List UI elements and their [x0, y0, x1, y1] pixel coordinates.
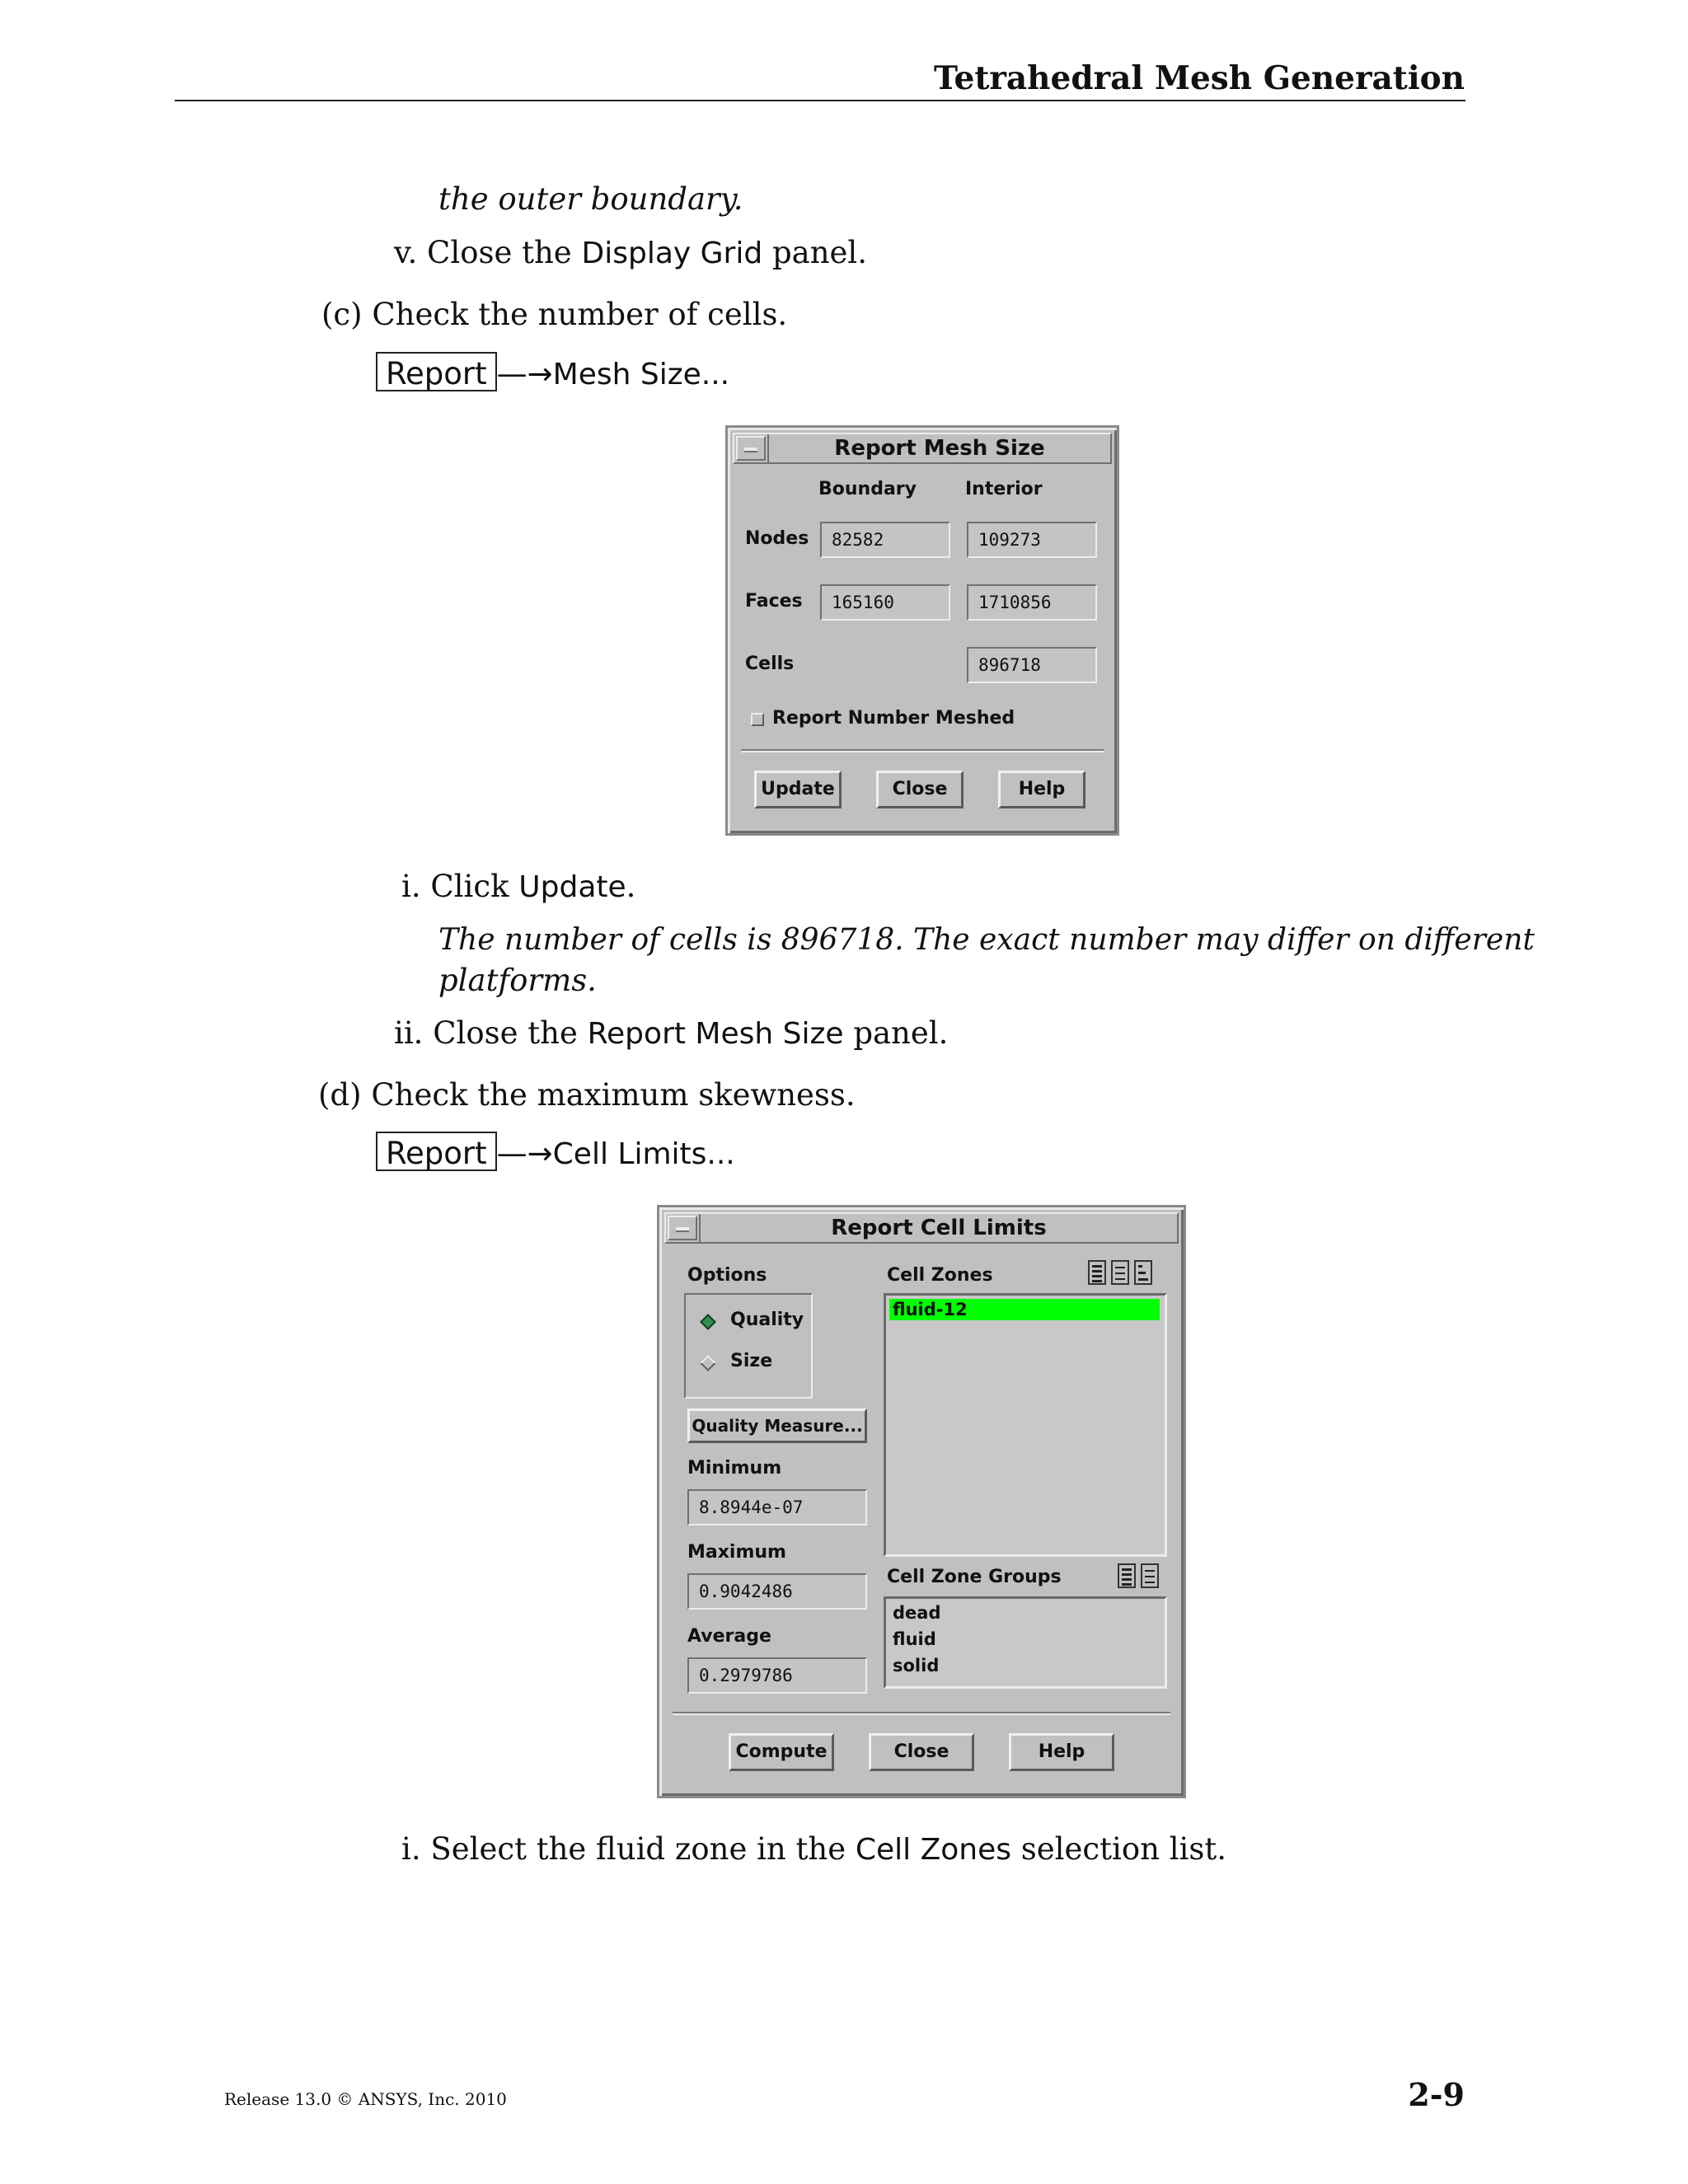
faces-boundary-field: 165160 [820, 584, 950, 621]
step-c-i-ui: Update [518, 870, 626, 904]
size-label: Size [730, 1351, 773, 1371]
menu-item-mesh-size[interactable]: Mesh Size... [552, 358, 730, 391]
cell-zones-list[interactable] [884, 1293, 1167, 1557]
page-number: 2-9 [1408, 2076, 1465, 2113]
groups-select-all-icon[interactable] [1118, 1563, 1136, 1588]
titlebar-2 [664, 1212, 1179, 1244]
col-interior-label: Interior [965, 479, 1043, 499]
cell-zone-groups-list[interactable] [884, 1596, 1167, 1689]
step-c [321, 297, 787, 333]
help-button[interactable]: Help [998, 771, 1085, 808]
footer-release: Release 13.0 © ANSYS, Inc. 2010 [224, 2089, 507, 2109]
deselect-all-icon[interactable] [1111, 1260, 1129, 1285]
average-label: Average [687, 1626, 771, 1647]
separator-2 [673, 1712, 1170, 1715]
step-d-number: (d) [318, 1077, 362, 1113]
close-button[interactable]: Close [876, 771, 964, 808]
menu-item-cell-limits[interactable]: Cell Limits... [552, 1137, 735, 1171]
help-button-2[interactable]: Help [1009, 1733, 1114, 1771]
compute-button[interactable]: Compute [729, 1733, 834, 1771]
step-c-ii-pre: Close the [433, 1015, 578, 1051]
step-c-text: Check the number of cells. [372, 297, 788, 332]
page-header-title: Tetrahedral Mesh Generation [933, 59, 1465, 97]
separator [741, 749, 1104, 752]
step-c-ii [394, 1015, 948, 1052]
minimum-field: 8.8944e-07 [687, 1489, 867, 1526]
step-d-i [401, 1831, 1226, 1868]
continued-text: the outer boundary. [438, 181, 743, 217]
groups-deselect-all-icon[interactable] [1141, 1563, 1159, 1588]
quality-label: Quality [730, 1310, 804, 1330]
maximum-label: Maximum [687, 1542, 786, 1563]
faces-interior-field: 1710856 [967, 584, 1097, 621]
titlebar [733, 433, 1112, 464]
step-v-pre: Close the [427, 235, 572, 270]
step-c-number: (c) [321, 297, 363, 332]
step-c-i-number: i. [401, 869, 421, 904]
step-v-ui: Display Grid [581, 237, 763, 270]
quality-radio[interactable] [700, 1314, 716, 1330]
step-c-i-pre: Click [430, 869, 509, 904]
step-c-i [401, 869, 635, 906]
menu-arrow: —→ [496, 356, 553, 391]
group-item[interactable]: fluid [893, 1629, 936, 1649]
note-line-1: The number of cells is 896718. The exact number may differ on different [438, 923, 1535, 957]
panel-title-2: Report Cell Limits [699, 1214, 1177, 1242]
step-v-post: panel. [771, 235, 868, 270]
cell-zone-groups-label: Cell Zone Groups [887, 1567, 1062, 1587]
step-d-i-post: selection list. [1020, 1831, 1226, 1867]
window-menu-icon-2[interactable] [668, 1216, 697, 1240]
nodes-interior-field: 109273 [967, 522, 1097, 558]
cells-label: Cells [745, 654, 795, 674]
select-all-icon[interactable] [1088, 1260, 1106, 1285]
options-group [684, 1293, 813, 1399]
menu-report[interactable]: Report [376, 352, 497, 391]
report-mesh-size-panel [725, 425, 1119, 836]
step-d-text: Check the maximum skewness. [371, 1077, 856, 1113]
step-d-i-ui: Cell Zones [855, 1833, 1012, 1867]
step-v-number: v. [394, 235, 418, 270]
col-boundary-label: Boundary [818, 479, 917, 499]
quality-measure-button[interactable]: Quality Measure... [687, 1408, 867, 1443]
average-field: 0.2979786 [687, 1657, 867, 1694]
step-c-ii-number: ii. [394, 1015, 424, 1051]
menu-path-cell-limits [376, 1132, 735, 1171]
report-number-meshed-checkbox[interactable] [751, 713, 764, 726]
size-radio[interactable] [700, 1355, 716, 1371]
cell-zone-item[interactable]: fluid-12 [889, 1299, 1160, 1320]
report-cell-limits-panel [657, 1205, 1186, 1798]
menu-report-2[interactable]: Report [376, 1132, 497, 1171]
group-item[interactable]: solid [893, 1656, 940, 1675]
minimum-label: Minimum [687, 1458, 782, 1479]
options-label: Options [687, 1265, 767, 1286]
step-d-i-pre: Select the fluid zone in the [430, 1831, 846, 1867]
menu-arrow-2: —→ [496, 1136, 553, 1171]
report-number-meshed-label: Report Number Meshed [772, 708, 1015, 729]
step-c-ii-post: panel. [853, 1015, 949, 1051]
nodes-boundary-field: 82582 [820, 522, 950, 558]
cells-interior-field: 896718 [967, 647, 1097, 683]
sort-list-icon[interactable] [1134, 1260, 1152, 1285]
note-line-2: platforms. [438, 963, 597, 998]
faces-label: Faces [745, 591, 803, 612]
panel-title: Report Mesh Size [767, 434, 1110, 462]
step-c-i-post: . [626, 869, 636, 904]
maximum-field: 0.9042486 [687, 1573, 867, 1610]
cell-zones-label: Cell Zones [887, 1265, 993, 1286]
nodes-label: Nodes [745, 528, 809, 549]
update-button[interactable]: Update [754, 771, 842, 808]
step-d-i-number: i. [401, 1831, 421, 1867]
step-c-ii-ui: Report Mesh Size [587, 1017, 844, 1051]
step-v [394, 235, 867, 272]
window-menu-icon[interactable] [736, 436, 766, 461]
close-button-2[interactable]: Close [869, 1733, 974, 1771]
group-item[interactable]: dead [893, 1603, 941, 1623]
menu-path-mesh-size [376, 352, 729, 391]
step-d [318, 1077, 856, 1113]
header-rule [175, 100, 1465, 101]
